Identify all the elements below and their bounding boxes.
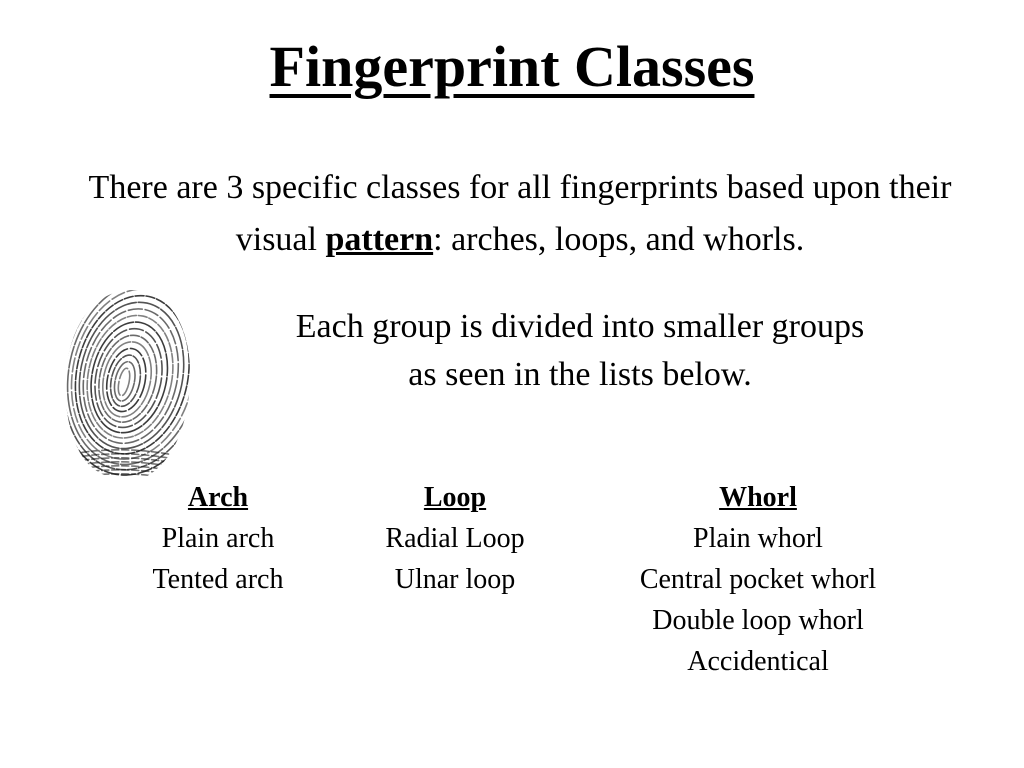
list-item: Ulnar loop xyxy=(394,564,516,595)
arch-column xyxy=(118,477,318,600)
groups-note xyxy=(230,303,930,399)
slide-title: Fingerprint Classes xyxy=(269,34,755,99)
loop-column xyxy=(340,477,570,600)
whorl-column xyxy=(598,477,918,682)
intro-text-start: There are 3 specific classes for all fingerprints based upon their visual xyxy=(88,169,952,258)
groups-note-line-2: as seen in the lists below. xyxy=(408,356,752,393)
loop-heading: Loop xyxy=(423,482,487,513)
whorl-heading: Whorl xyxy=(719,482,797,513)
intro-paragraph xyxy=(60,162,980,266)
list-item: Radial Loop xyxy=(385,523,525,554)
list-item: Central pocket whorl xyxy=(639,564,877,595)
whorl-list xyxy=(598,518,918,682)
arch-list xyxy=(118,518,318,600)
loop-list xyxy=(340,518,570,600)
list-item: Accidentical xyxy=(687,646,829,677)
list-item: Tented arch xyxy=(152,564,284,595)
list-item: Plain arch xyxy=(161,523,275,554)
intro-keyword: pattern xyxy=(325,221,434,258)
intro-text-end: : arches, loops, and whorls. xyxy=(433,221,805,258)
arch-heading: Arch xyxy=(187,482,249,513)
groups-note-line-1: Each group is divided into smaller groups xyxy=(295,308,865,345)
fingerprint-image xyxy=(62,286,194,482)
list-item: Double loop whorl xyxy=(652,605,864,636)
list-item: Plain whorl xyxy=(693,523,823,554)
